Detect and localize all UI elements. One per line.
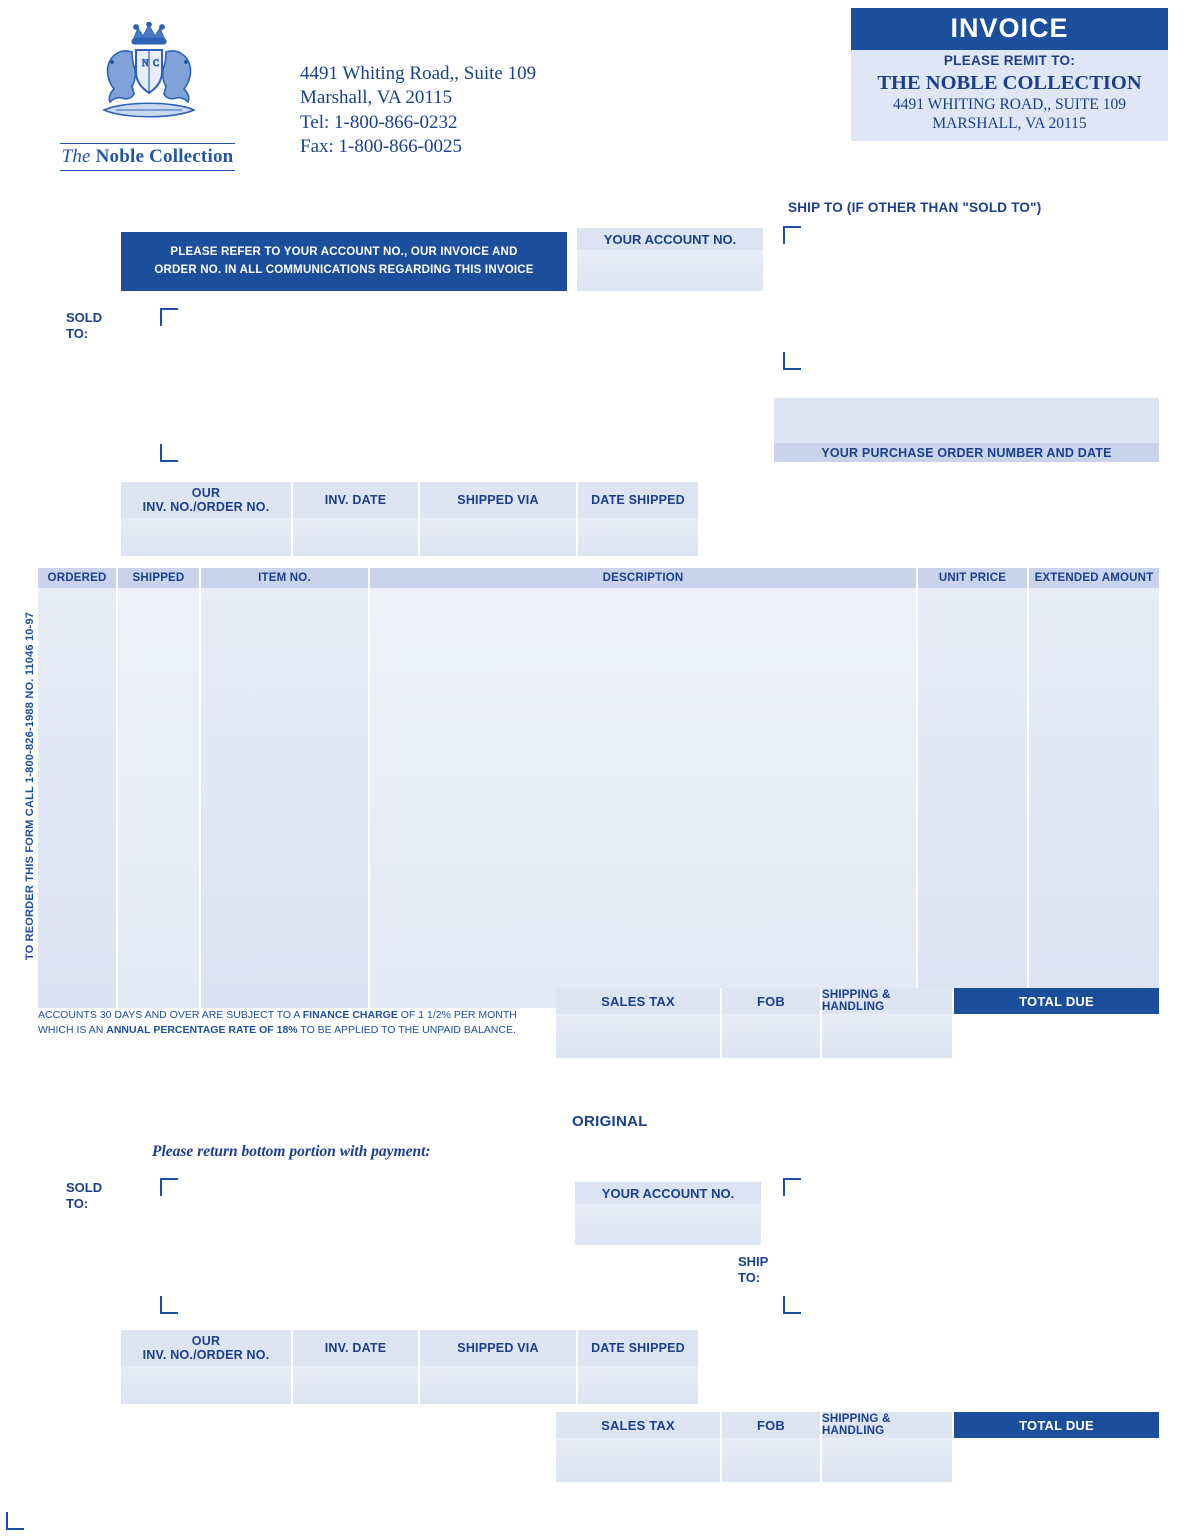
value-shipped-via[interactable] <box>420 518 578 556</box>
stub-invoice-info-grid-values <box>121 1366 1159 1404</box>
invoice-notice-banner <box>121 232 567 291</box>
stub-value-spacer <box>700 1366 1159 1404</box>
line-items-body[interactable] <box>38 588 1159 1008</box>
stub-invoice-info-grid <box>121 1330 1159 1404</box>
cell-extended-amount-column[interactable] <box>1029 588 1159 1008</box>
stub-sold-to-label <box>66 1180 102 1213</box>
cell-description-column[interactable] <box>370 588 918 1008</box>
ship-to-corner-top-left <box>783 226 801 244</box>
stub-header-our-line2: INV. NO./ORDER NO. <box>142 1348 270 1362</box>
cell-item-no-column[interactable] <box>201 588 370 1008</box>
sold-to-corner-top-left <box>160 308 178 326</box>
totals-header-row <box>556 988 1159 1014</box>
col-extended-amount: EXTENDED AMOUNT <box>1029 568 1159 588</box>
stub-totals-sales-tax-label: SALES TAX <box>556 1412 722 1438</box>
company-address-line-2: Marshall, VA 20115 <box>300 87 453 109</box>
stub-totals-total-due-value[interactable] <box>954 1438 1159 1482</box>
stub-ship-to-corner-bottom-left <box>783 1296 801 1314</box>
col-ordered: ORDERED <box>38 568 118 588</box>
stub-value-date-shipped[interactable] <box>578 1366 700 1404</box>
stub-sold-to-corner-bottom-left <box>160 1296 178 1314</box>
purchase-order-label: YOUR PURCHASE ORDER NUMBER AND DATE <box>774 443 1159 462</box>
stub-ship-to-label <box>738 1254 768 1287</box>
stub-totals-header-row <box>556 1412 1159 1438</box>
stub-header-our-line1: OUR <box>191 1333 221 1348</box>
your-account-no-label: YOUR ACCOUNT NO. <box>577 228 763 250</box>
finance-note-bold1: FINANCE CHARGE <box>302 1009 398 1021</box>
page-corner-mark <box>6 1512 24 1530</box>
invoice-info-grid-header <box>121 482 1159 518</box>
stub-ship-to-corner-top-left <box>783 1178 801 1196</box>
stub-sold-to-line1: SOLD <box>66 1180 103 1195</box>
totals-values-row <box>556 1014 1159 1058</box>
stub-totals-fob-value[interactable] <box>722 1438 822 1482</box>
value-our-inv-order-no[interactable] <box>121 518 293 556</box>
value-inv-date[interactable] <box>293 518 420 556</box>
sold-to-label-line2: TO: <box>66 326 89 342</box>
remit-to-body <box>851 50 1168 141</box>
ship-to-corner-bottom-left <box>783 352 801 370</box>
stub-totals-shipping-handling-label: SHIPPING & HANDLING <box>822 1412 954 1438</box>
col-description: DESCRIPTION <box>370 568 918 588</box>
totals-fob-value[interactable] <box>722 1014 822 1058</box>
totals-shipping-handling-label: SHIPPING & HANDLING <box>822 988 954 1014</box>
company-address-line-1: 4491 Whiting Road,, Suite 109 <box>300 63 537 84</box>
finance-charge-note <box>38 1008 550 1038</box>
stub-totals-shipping-handling-value[interactable] <box>822 1438 954 1482</box>
logo-wordmark <box>60 143 235 171</box>
header-our-line2: INV. NO./ORDER NO. <box>142 500 270 514</box>
header-our-line1: OUR <box>191 485 221 500</box>
stub-value-our-inv-order-no[interactable] <box>121 1366 293 1404</box>
totals-table <box>556 988 1159 1058</box>
stub-header-spacer <box>700 1330 1159 1366</box>
stub-header-shipped-via: SHIPPED VIA <box>420 1330 578 1366</box>
totals-sales-tax-label: SALES TAX <box>556 988 722 1014</box>
totals-fob-label: FOB <box>722 988 822 1014</box>
totals-total-due-label: TOTAL DUE <box>954 988 1159 1014</box>
stub-account-no-label: YOUR ACCOUNT NO. <box>575 1182 761 1204</box>
stub-value-inv-date[interactable] <box>293 1366 420 1404</box>
company-address-line-3: Tel: 1-800-866-0232 <box>300 111 458 133</box>
header-shipped-via: SHIPPED VIA <box>420 482 578 518</box>
ship-to-if-other-label: SHIP TO (IF OTHER THAN "SOLD TO") <box>788 200 1042 215</box>
stub-totals-fob-label: FOB <box>722 1412 822 1438</box>
sold-to-label <box>66 310 102 343</box>
svg-text:N: N <box>142 58 149 68</box>
logo-wordmark-main: Noble Collection <box>95 146 234 167</box>
stub-account-no-field[interactable] <box>575 1204 761 1245</box>
col-shipped: SHIPPED <box>118 568 201 588</box>
notice-line-2: ORDER NO. IN ALL COMMUNICATIONS REGARDING THIS INVOICE <box>154 263 534 276</box>
value-spacer <box>700 518 1159 556</box>
stub-totals-values-row <box>556 1438 1159 1482</box>
col-unit-price: UNIT PRICE <box>918 568 1029 588</box>
finance-note-bold2: ANNUAL PERCENTAGE RATE OF 18% <box>106 1024 298 1037</box>
value-date-shipped[interactable] <box>578 518 700 556</box>
company-address-line-4: Fax: 1-800-866-0025 <box>300 135 463 157</box>
stub-header-inv-date: INV. DATE <box>293 1330 420 1366</box>
original-label: ORIGINAL <box>572 1113 648 1130</box>
invoice-title: INVOICE <box>851 8 1168 50</box>
logo-wordmark-prefix: The <box>61 146 96 167</box>
remit-company-name: THE NOBLE COLLECTION <box>877 72 1142 94</box>
finance-note-part1: ACCOUNTS 30 DAYS AND OVER ARE SUBJECT TO A <box>38 1009 303 1021</box>
finance-note-part3: TO BE APPLIED TO THE UNPAID BALANCE. <box>297 1024 516 1037</box>
stub-sold-to-corner-top-left <box>160 1178 178 1196</box>
stub-ship-to-line2: TO: <box>738 1270 761 1286</box>
stub-header-our-inv-order-no <box>121 1330 293 1366</box>
stub-totals-sales-tax-value[interactable] <box>556 1438 722 1482</box>
stub-totals-table <box>556 1412 1159 1482</box>
company-logo <box>60 22 240 177</box>
remit-address-line-2: MARSHALL, VA 20115 <box>932 114 1087 132</box>
company-address <box>300 62 630 159</box>
sold-to-corner-bottom-left <box>160 444 178 462</box>
finance-note-part2: OF 1 1/2% PER MONTH WHICH IS AN <box>38 1009 517 1037</box>
header-inv-date: INV. DATE <box>293 482 420 518</box>
return-stub-note: Please return bottom portion with payment: <box>152 1143 431 1160</box>
col-item-no: ITEM NO. <box>201 568 370 588</box>
notice-line-1: PLEASE REFER TO YOUR ACCOUNT NO., OUR INVOICE AND <box>170 246 518 259</box>
header-our-inv-order-no <box>121 482 293 518</box>
sold-to-label-line1: SOLD <box>66 310 103 325</box>
cell-unit-price-column[interactable] <box>918 588 1029 1008</box>
stub-ship-to-line1: SHIP <box>738 1254 769 1269</box>
totals-total-due-value[interactable] <box>954 1014 1159 1058</box>
header-spacer <box>700 482 1159 518</box>
cell-ordered-column[interactable] <box>38 588 118 1008</box>
reorder-form-note: TO REORDER THIS FORM CALL 1-800-826-1988 NO. 11046 10-97 <box>24 611 36 961</box>
invoice-info-grid-values <box>121 518 1159 556</box>
totals-sales-tax-value[interactable] <box>556 1014 722 1058</box>
stub-header-date-shipped: DATE SHIPPED <box>578 1330 700 1366</box>
stub-totals-total-due-label: TOTAL DUE <box>954 1412 1159 1438</box>
totals-shipping-handling-value[interactable] <box>822 1014 954 1058</box>
line-items-header-row <box>38 568 1159 588</box>
line-items-table <box>38 568 1159 1008</box>
your-account-no-field[interactable] <box>577 250 763 291</box>
svg-text:C: C <box>153 58 160 68</box>
please-remit-to-label: PLEASE REMIT TO: <box>943 53 1076 68</box>
cell-shipped-column[interactable] <box>118 588 201 1008</box>
stub-invoice-info-grid-header <box>121 1330 1159 1366</box>
remit-address-line-1: 4491 WHITING ROAD,, SUITE 109 <box>892 96 1127 113</box>
remit-to-block <box>851 8 1168 141</box>
noble-collection-crest-icon <box>74 22 224 134</box>
stub-sold-to-line2: TO: <box>66 1196 89 1212</box>
stub-value-shipped-via[interactable] <box>420 1366 578 1404</box>
header-date-shipped: DATE SHIPPED <box>578 482 700 518</box>
invoice-info-grid <box>121 482 1159 556</box>
